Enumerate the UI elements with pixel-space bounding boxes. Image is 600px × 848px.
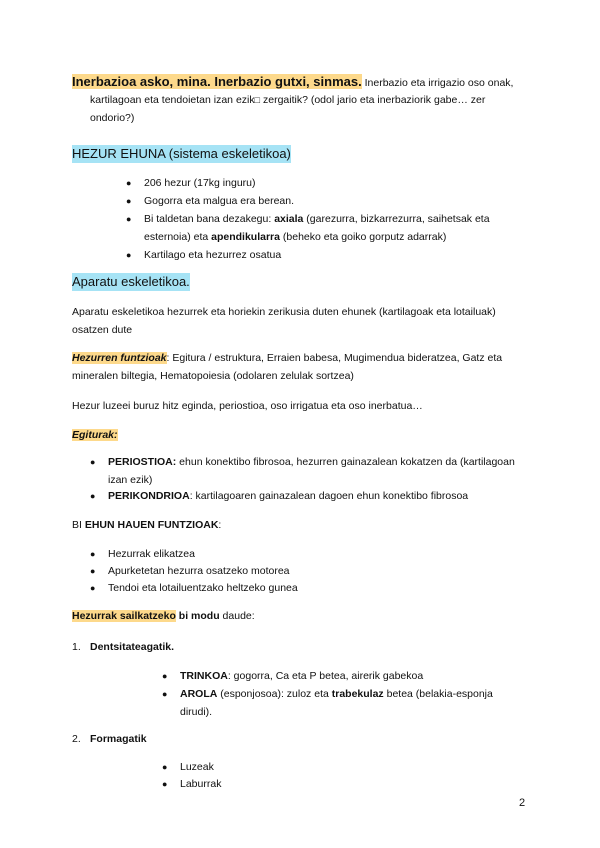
section-1-title-text: Dentsitateagatik. [90, 641, 175, 653]
text: mineralen biltegia, Hematopoiesia (odolaren zelulak sortzea) [72, 370, 354, 382]
bullet-icon: ● [90, 583, 96, 593]
bullet-icon: ● [162, 762, 168, 772]
hezur-item-2: Gogorra eta malgua era berean. [144, 195, 295, 207]
funtzioak2-item-2: Apurketetan hezurra osatzeko motorea [108, 565, 290, 577]
bold-text: apendikularra [211, 231, 280, 243]
bold-text: axiala [274, 213, 304, 225]
section-1-number: 1. [72, 641, 81, 653]
section-2-item-1: Luzeak [180, 761, 214, 773]
luzeak-paragraph: Hezur luzeei buruz hitz eginda, periostioa, oso irrigatua eta oso inerbatua… [72, 400, 423, 412]
funtzioak-paragraph [72, 349, 542, 385]
text: : kartilagoaren gainazalean dagoen ehun konektibo fibrosoa [189, 490, 469, 502]
egiturak-item-2 [108, 487, 548, 505]
text: Aparatu eskeletikoa hezurrek eta horiekin zerikusia duten ehunek (kartilagoak eta lotailuak) [72, 306, 496, 318]
intro-line2b-text: zergaitik? (odol jario eta inerbaziorik gabe… zer [260, 94, 486, 106]
text: : gogorra, Ca eta P betea, airerik gabekoa [227, 670, 424, 682]
bullet-icon: ● [90, 566, 96, 576]
bullet-icon: ● [90, 549, 96, 559]
intro-line2 [90, 91, 550, 109]
text: ehun konektibo fibrosoa, hezurren gainazalean kokatzen da (kartilagoan [176, 456, 515, 468]
hezur-item-3 [144, 210, 554, 246]
text: osatzen dute [72, 324, 133, 336]
bold-text: EHUN HAUEN FUNTZIOAK [84, 519, 219, 531]
sailkatzeko-paragraph [72, 607, 255, 625]
funtzioak2-item-1: Hezurrak elikatzea [108, 548, 195, 560]
aparatu-heading: Aparatu eskeletikoa. [72, 274, 190, 289]
text: Bi taldetan bana dezakegu: [144, 213, 275, 225]
funtzioak2-heading [72, 516, 221, 534]
text: esternoia) eta [144, 231, 212, 243]
bullet-icon: ● [126, 196, 132, 206]
bold-text: PERIOSTIOA: [108, 456, 177, 468]
aparatu-paragraph [72, 303, 542, 339]
text: : Egitura / estruktura, Erraien babesa, Mugimendua bideratzea, Gatz eta [166, 352, 503, 364]
bold-text: trabekulaz [331, 688, 384, 700]
text: BI [72, 519, 85, 531]
intro-line2-text: kartilagoan eta tendoietan izan ezik [90, 94, 255, 106]
intro-line1: Inerbazio eta irrigazio oso onak, [361, 77, 514, 89]
bullet-icon: ● [126, 178, 132, 188]
text: (esponjosoa): zuloz eta [217, 688, 332, 700]
bold-text: bi modu [175, 610, 220, 622]
egiturak-label-text: Egiturak: [72, 429, 118, 441]
text: (beheko eta goiko gorputz adarrak) [280, 231, 447, 243]
egiturak-item-1 [108, 453, 548, 489]
text: izan ezik) [108, 474, 153, 486]
intro-highlight: Inerbazioa asko, mina. Inerbazio gutxi, sinmas. [72, 74, 362, 89]
text: dirudi). [180, 706, 213, 718]
bullet-icon: ● [90, 491, 96, 501]
unknown-glyph-icon: □ [254, 95, 261, 105]
text: (garezurra, bizkarrezurra, saihetsak eta [303, 213, 490, 225]
bullet-icon: ● [126, 214, 132, 224]
bold-text: TRINKOA [180, 670, 228, 682]
section-2-title [90, 730, 147, 748]
text: betea (belakia-esponja [383, 688, 493, 700]
bullet-icon: ● [162, 779, 168, 789]
section-2-title-text: Formagatik [90, 733, 147, 745]
hezur-item-1: 206 hezur (17kg inguru) [144, 177, 256, 189]
intro-line3: ondorio?) [90, 112, 135, 124]
section-2-number: 2. [72, 733, 81, 745]
bold-text: AROLA [180, 688, 218, 700]
hezur-heading: HEZUR EHUNA (sistema eskeletikoa) [72, 146, 291, 161]
intro-paragraph [72, 73, 542, 92]
funtzioak-label: Hezurren funtzioak [72, 352, 167, 364]
page-number: 2 [519, 797, 526, 809]
bullet-icon: ● [162, 671, 168, 681]
bullet-icon: ● [162, 689, 168, 699]
bold-text: PERIKONDRIOA [108, 490, 190, 502]
bullet-icon: ● [126, 250, 132, 260]
section-1-title [90, 638, 174, 656]
egiturak-label [72, 426, 118, 444]
sailkatzeko-highlight: Hezurrak sailkatzeko [72, 610, 176, 622]
bullet-icon: ● [90, 457, 96, 467]
hezur-item-4: Kartilago eta hezurrez osatua [144, 249, 282, 261]
text: : [218, 519, 222, 531]
section-1-item-1 [180, 667, 540, 685]
funtzioak2-item-3: Tendoi eta lotailuentzako heltzeko gunea [108, 582, 298, 594]
section-2-item-2: Laburrak [180, 778, 222, 790]
section-1-item-2 [180, 685, 540, 721]
text: daude: [219, 610, 255, 622]
